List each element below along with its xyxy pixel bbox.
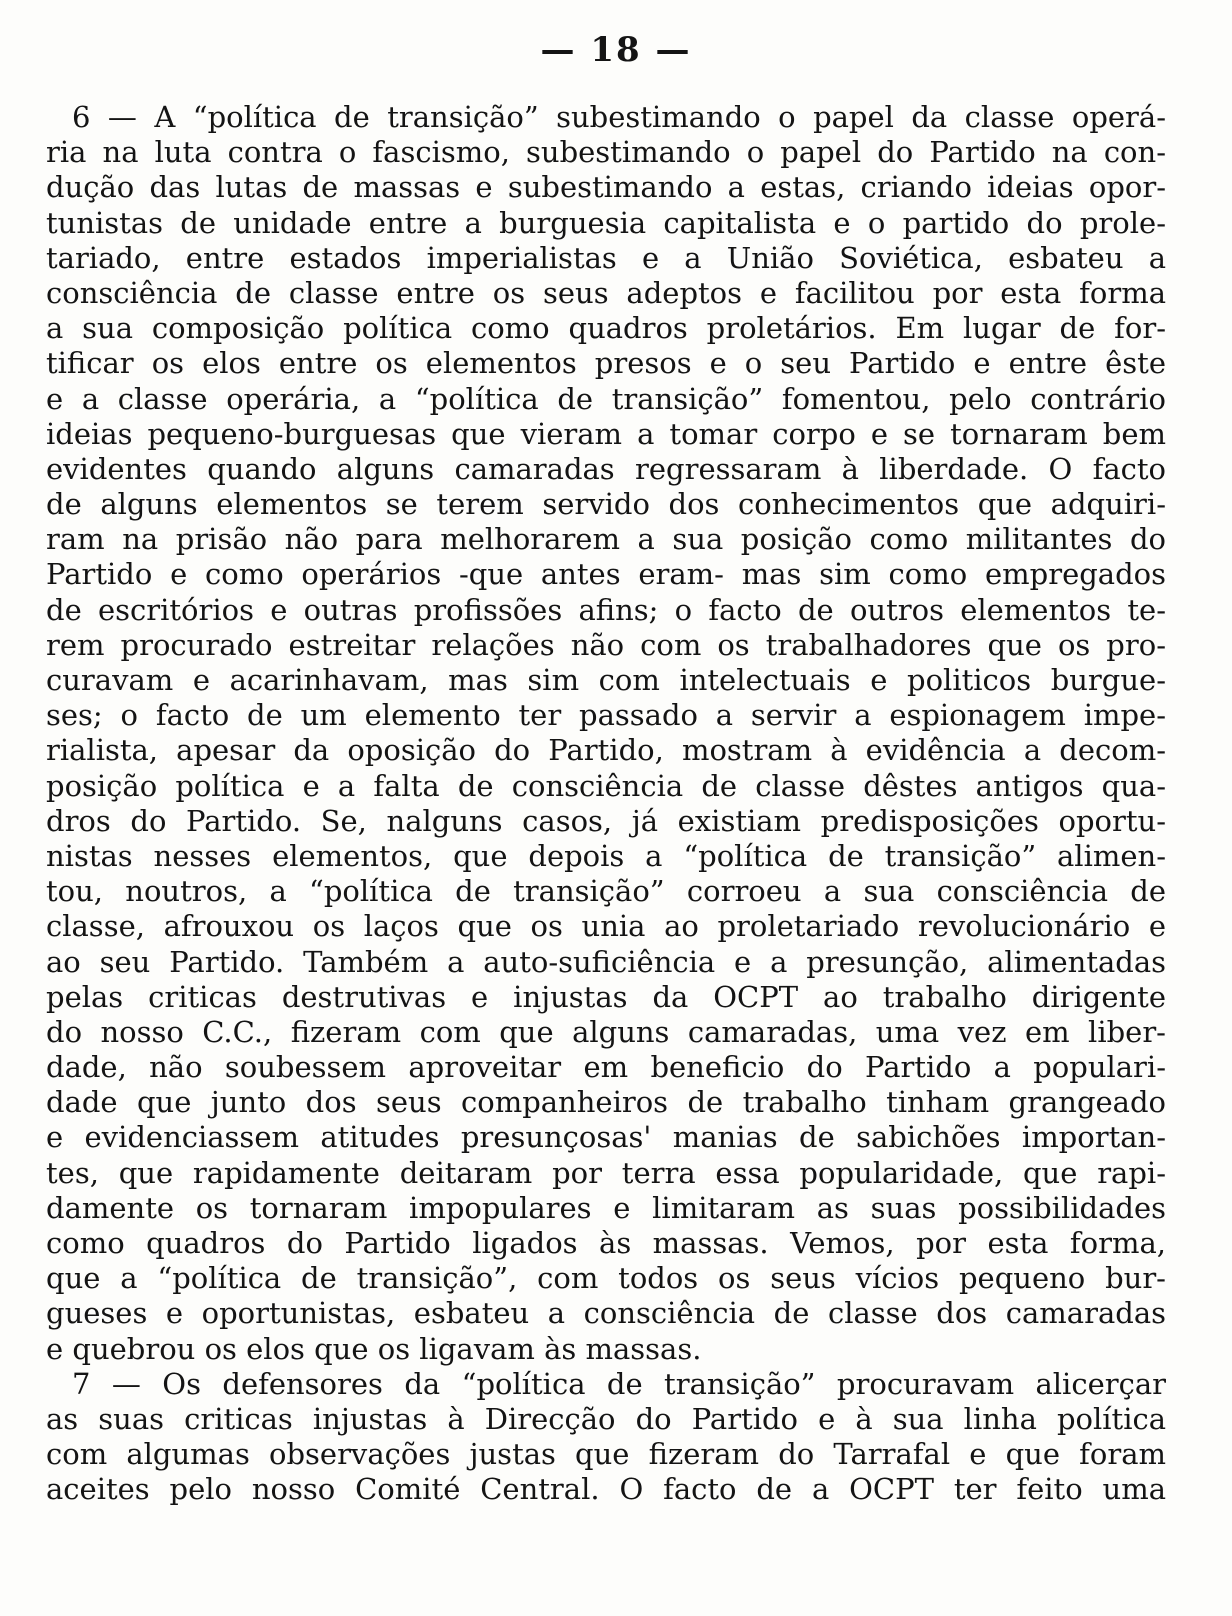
text-line: Partido e como operários -que antes eram- mas sim como empregados (46, 557, 1166, 592)
text-line: tificar os elos entre os elementos presos e o seu Partido e entre êste (46, 346, 1166, 381)
text-line: consciência de classe entre os seus adeptos e facilitou por esta forma (46, 275, 1166, 310)
text-line: dros do Partido. Se, nalguns casos, já existiam predisposições oportu- (46, 803, 1166, 838)
text-line: gueses e oportunistas, esbateu a consciência de classe dos camaradas (46, 1296, 1166, 1331)
text-line: dução das lutas de massas e subestimando a estas, criando ideias opor- (46, 170, 1166, 205)
page-number: — 18 — (540, 30, 692, 70)
text-line: tunistas de unidade entre a burguesia capitalista e o partido do prole- (46, 205, 1166, 240)
text-line: de escritórios e outras profissões afins; o facto de outros elementos te- (46, 592, 1166, 627)
text-line: posição política e a falta de consciência de classe dêstes antigos qua- (46, 768, 1166, 803)
text-line: ao seu Partido. Também a auto-suficiência e a presunção, alimentadas (46, 944, 1166, 979)
text-line: ram na prisão não para melhorarem a sua posição como militantes do (46, 522, 1166, 557)
text-line: como quadros do Partido ligados às massas. Vemos, por esta forma, (46, 1226, 1166, 1260)
text-line: 6 — A “política de transição” subestimando o papel da classe operá- (72, 100, 1166, 134)
text-line: tou, noutros, a “política de transição” corroeu a sua consciência de (46, 874, 1166, 909)
text-line: aceites pelo nosso Comité Central. O facto de a OCPT ter feito uma (46, 1472, 1166, 1507)
text-line: curavam e acarinhavam, mas sim com intelectuais e politicos burgue- (46, 663, 1166, 697)
text-line: ses; o facto de um elemento ter passado a servir a espionagem impe- (46, 698, 1166, 733)
text-line: com algumas observações justas que fizeram do Tarrafal e que foram (46, 1437, 1166, 1472)
text-line: rem procurado estreitar relações não com os trabalhadores que os pro- (46, 627, 1166, 662)
text-line: dade, não soubessem aproveitar em beneficio do Partido a populari- (46, 1050, 1166, 1085)
text-line: damente os tornaram impopulares e limitaram as suas possibilidades (46, 1190, 1166, 1225)
text-line: evidentes quando alguns camaradas regressaram à liberdade. O facto (46, 451, 1166, 486)
text-line: 7 — Os defensores da “política de transição” procuravam alicerçar (72, 1366, 1166, 1401)
text-line: que a “política de transição”, com todos os seus vícios pequeno bur- (46, 1261, 1166, 1296)
text-line: de alguns elementos se terem servido dos conhecimentos que adquiri- (46, 487, 1166, 522)
text-line: ria na luta contra o fascismo, subestimando o papel do Partido na con- (46, 135, 1166, 170)
text-line: as suas criticas injustas à Direcção do Partido e à sua linha política (46, 1401, 1166, 1436)
text-line: a sua composição política como quadros proletários. Em lugar de for- (46, 311, 1166, 346)
text-line: tes, que rapidamente deitaram por terra essa popularidade, que rapi- (46, 1155, 1166, 1190)
text-line: dade que junto dos seus companheiros de trabalho tinham grangeado (46, 1085, 1166, 1120)
text-line: rialista, apesar da oposição do Partido, mostram à evidência a decom- (46, 733, 1166, 768)
text-line: ideias pequeno-burguesas que vieram a tomar corpo e se tornaram bem (46, 416, 1166, 451)
text-line: pelas criticas destrutivas e injustas da OCPT ao trabalho dirigente (46, 979, 1166, 1014)
text-line: do nosso C.C., fizeram com que alguns camaradas, uma vez em liber- (46, 1014, 1166, 1049)
text-line: nistas nesses elementos, que depois a “política de transição” alimen- (46, 838, 1166, 873)
paragraph-6 (46, 100, 1166, 1367)
paragraph-7 (46, 1367, 1166, 1508)
text-line: e quebrou os elos que os ligavam às massas. (46, 1331, 702, 1366)
text-line: e evidenciassem atitudes presunçosas' manias de sabichões importan- (46, 1120, 1166, 1155)
body-text (46, 100, 1166, 1508)
text-line: classe, afrouxou os laços que os unia ao proletariado revolucionário e (46, 909, 1166, 944)
text-line: e a classe operária, a “política de transição” fomentou, pelo contrário (46, 381, 1166, 416)
text-line: tariado, entre estados imperialistas e a União Soviética, esbateu a (46, 240, 1166, 275)
